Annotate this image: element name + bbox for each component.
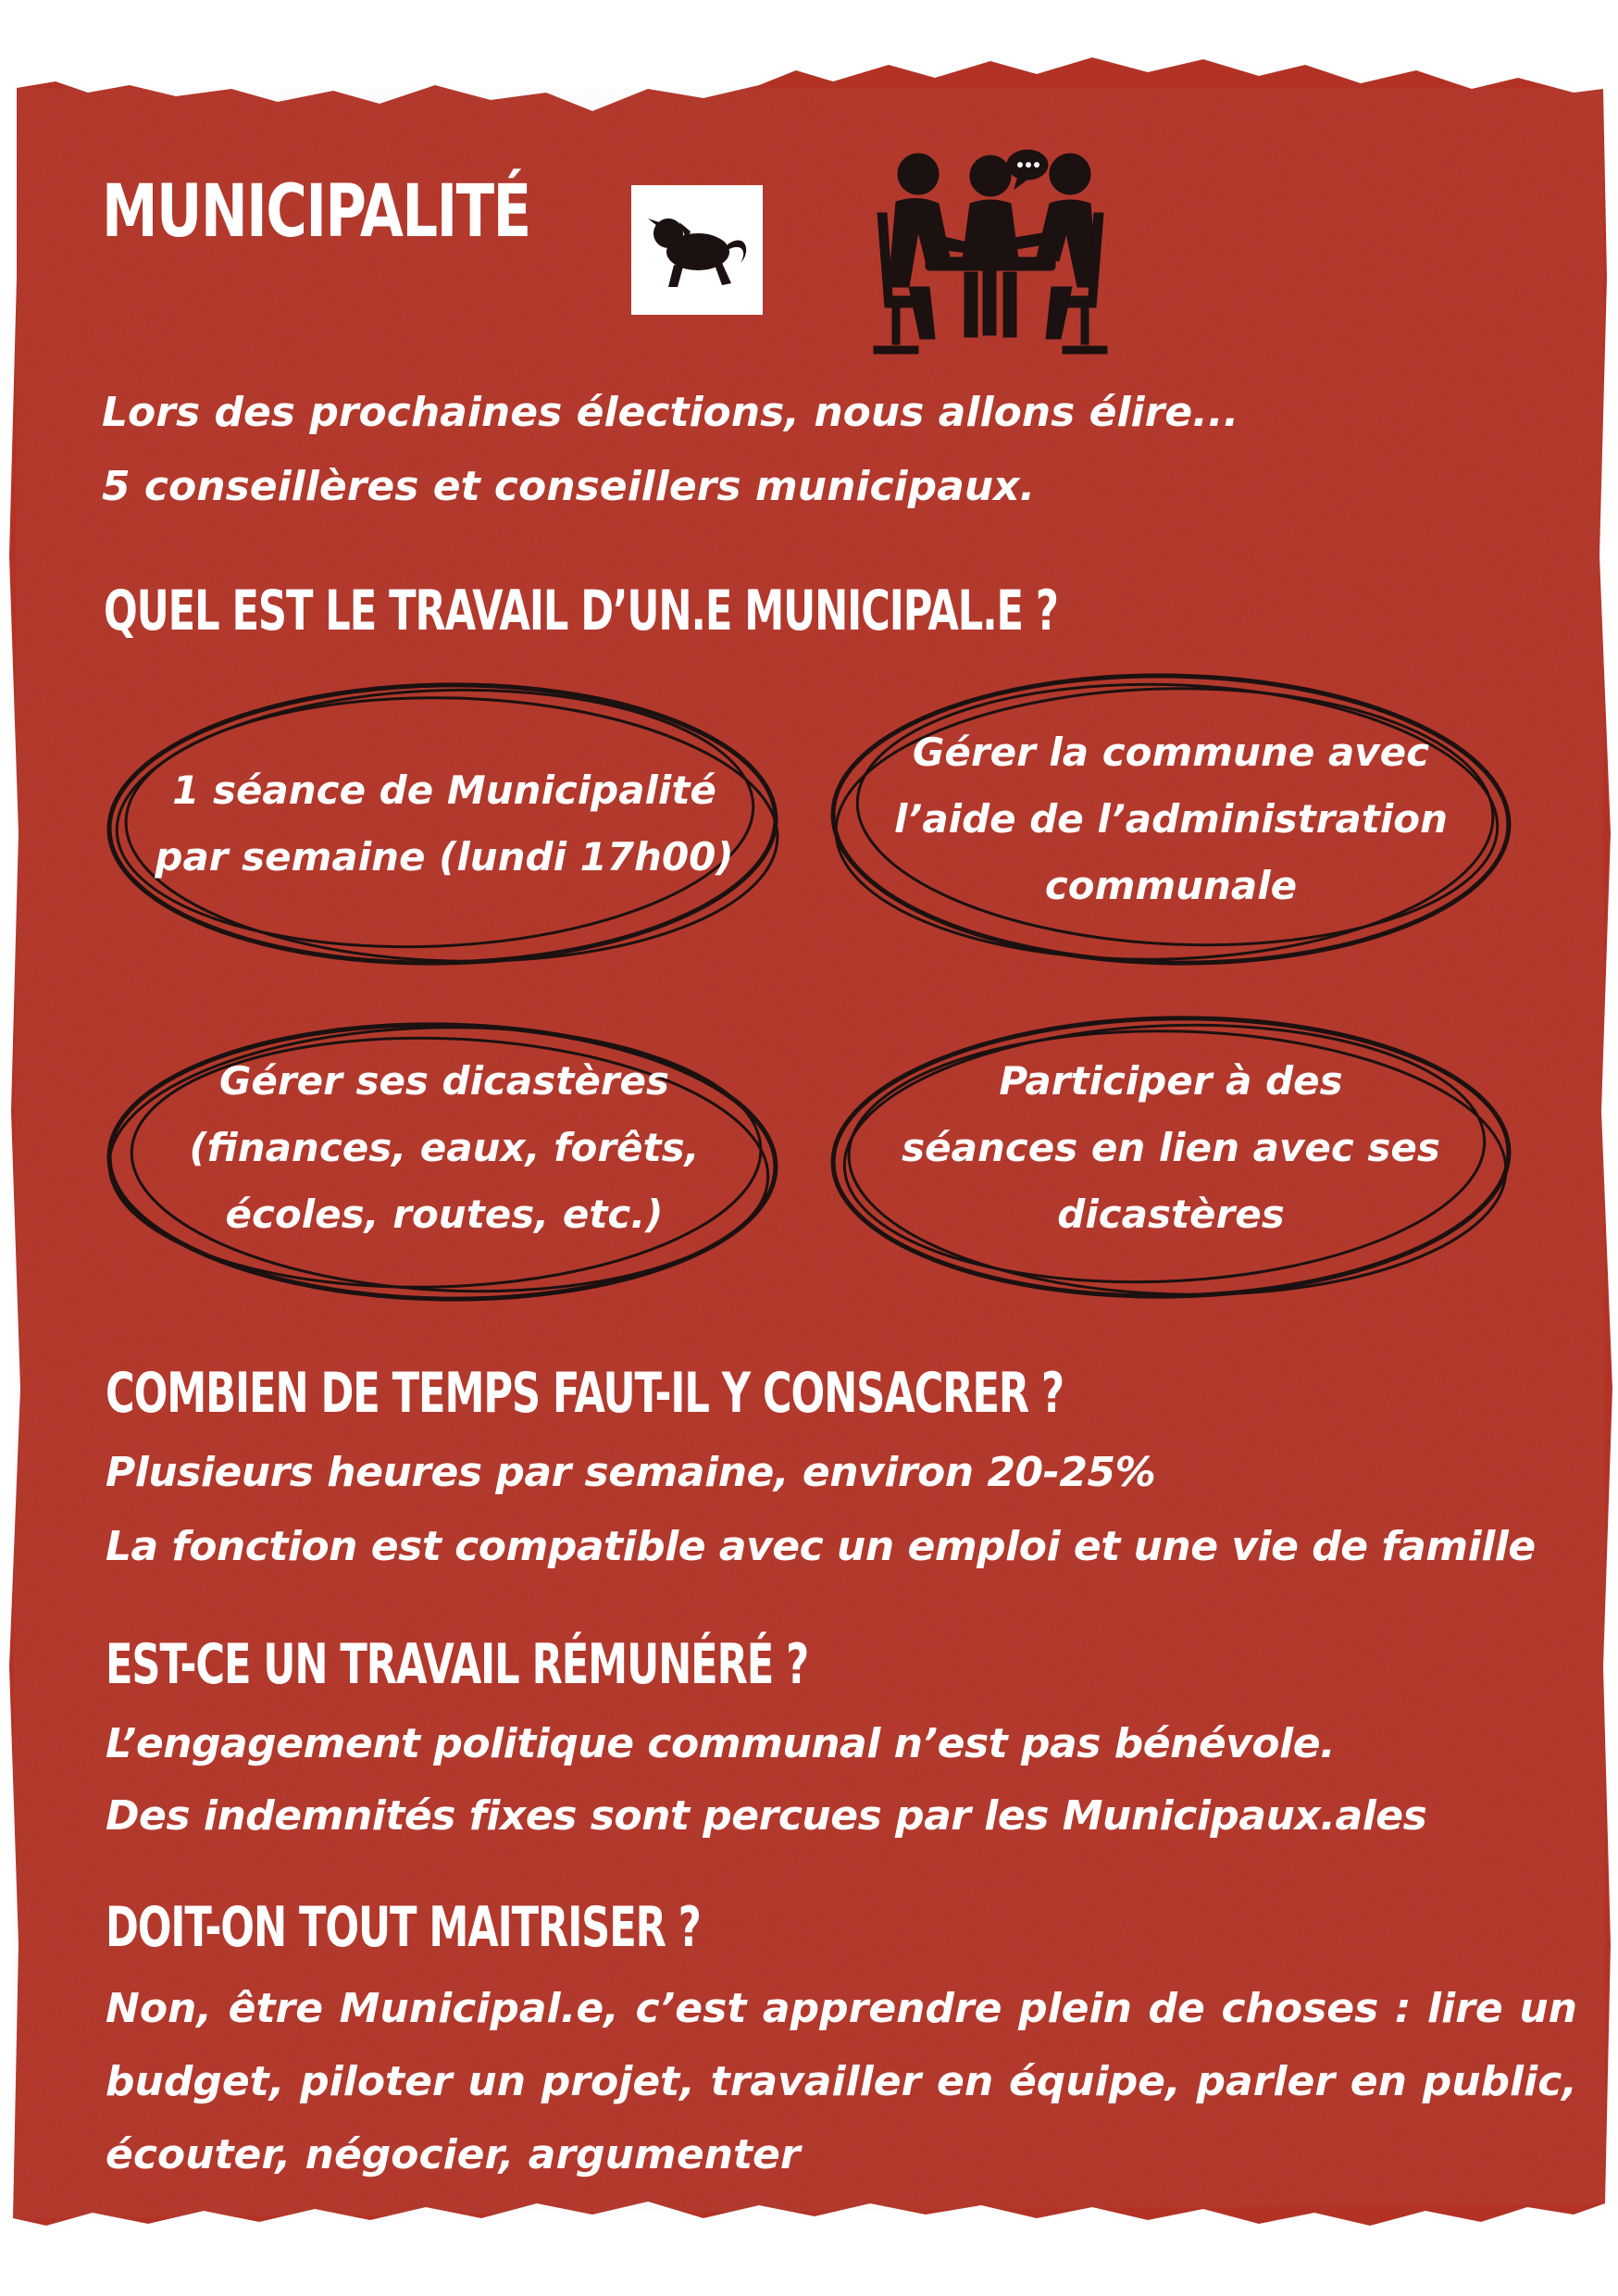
page-title: MUNICIPALITÉ	[102, 170, 530, 254]
bubble-manage-dicasteres	[130, 1032, 759, 1264]
bubble-4-line-3: dicastères	[1057, 1192, 1285, 1237]
bubble-3-line-1: Gérer ses dicastères	[218, 1058, 670, 1104]
bubble-participate-meetings	[856, 1032, 1486, 1264]
heading-work: QUEL EST LE TRAVAIL D’UN.E MUNICIPAL.E ?	[104, 579, 1058, 643]
bubble-2-line-3: communale	[1044, 863, 1298, 908]
bubble-manage-commune	[856, 704, 1486, 935]
intro-line-2: 5 conseillères et conseillers municipaux.	[102, 463, 1036, 510]
bubble-2-line-1: Gérer la commune avec	[912, 730, 1430, 775]
bubble-weekly-meeting	[130, 722, 759, 926]
master-paragraph: Non, être Municipal.e, c’est apprendre plein de choses : lire un budget, piloter un projet, travailler en équipe, parler en public, écouter, négocier, argumenter	[106, 1985, 1577, 2178]
bubble-4-line-2: séances en lien avec ses	[902, 1125, 1440, 1170]
bubble-3-line-3: écoles, routes, etc.)	[225, 1192, 664, 1237]
time-line-1: Plusieurs heures par semaine, environ 20-25%	[106, 1449, 1156, 1496]
time-line-2: La fonction est compatible avec un emploi et une vie de famille	[106, 1523, 1536, 1570]
bubble-4-line-1: Participer à des	[999, 1058, 1343, 1104]
paid-line-2: Des indemnités fixes sont percues par les Municipaux.ales	[106, 1792, 1427, 1840]
bubble-3-line-2: (finances, eaux, forêts,	[189, 1125, 700, 1170]
intro-line-1: Lors des prochaines élections, nous allons élire...	[102, 389, 1239, 436]
heading-paid: EST-CE UN TRAVAIL RÉMUNÉRÉ ?	[106, 1632, 809, 1697]
bubble-1-line-1: 1 séance de Municipalité	[172, 767, 716, 813]
bubble-2-line-2: l’aide de l’administration	[893, 796, 1448, 842]
bubble-1-line-2: par semaine (lundi 17h00)	[155, 834, 734, 880]
heading-time: COMBIEN DE TEMPS FAUT-IL Y CONSACRER ?	[106, 1361, 1064, 1426]
heading-master: DOIT-ON TOUT MAITRISER ?	[106, 1895, 701, 1960]
paid-line-1: L’engagement politique communal n’est pas bénévole.	[106, 1720, 1336, 1767]
